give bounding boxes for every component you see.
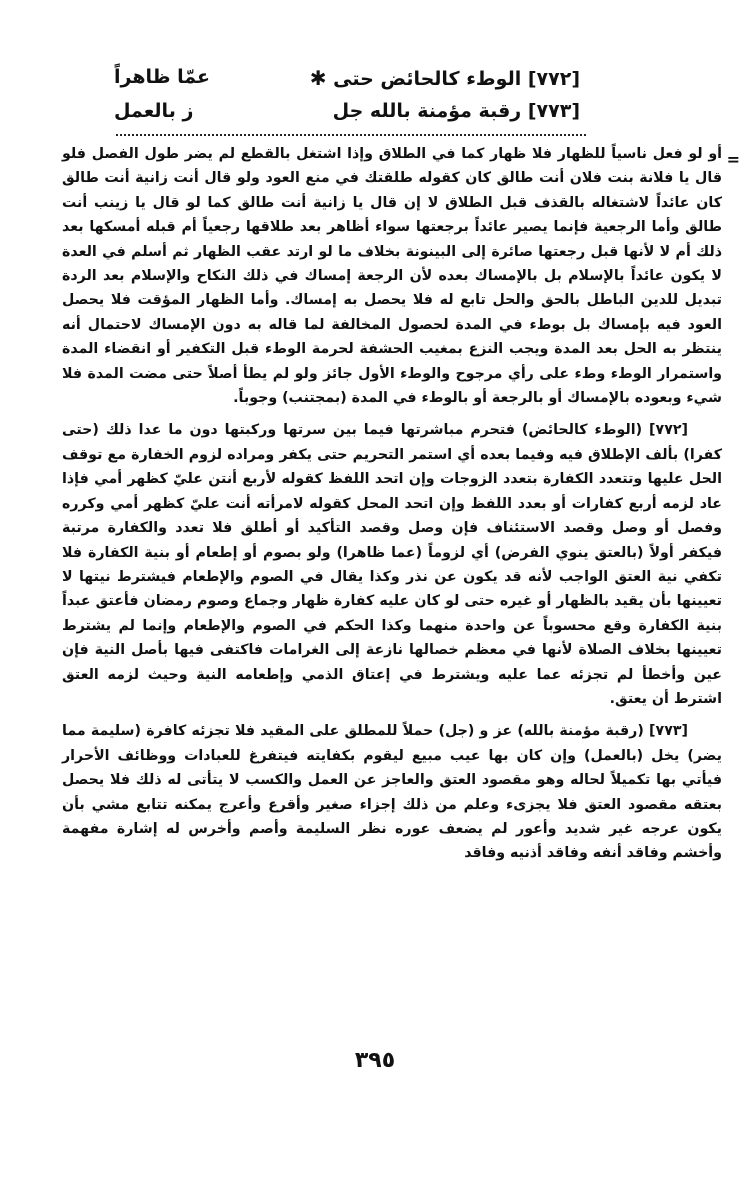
header-line-2-text: [٧٧٣] رقبة مؤمنة بالله جل <box>332 100 580 122</box>
header-line-1-side: عمّا ظاهراً <box>114 66 211 88</box>
header-line-2 <box>100 100 580 130</box>
paragraph-1 <box>62 142 722 410</box>
paragraph-2 <box>62 418 722 711</box>
paragraph-3-text: [٧٧٣] (رقبة مؤمنة بالله) عز و (جل) حملاً للمطلق على المقيد فلا تجزئه كافرة (سليمة مما يضر) يخل (بالعمل) وإن كان بها عيب مبيع ليقوم بكفايته فيتفرغ للعبادات ووظائف الأحرار فيأتي بها تكميلاً لحاله وهو مقصود العتق والعاجز عن العمل والكسب لا يتأتى له ذلك فلا يحصل بعتقه مقصود العتق فلا يجزىء وعلم من ذلك إجزاء صغير وأقرع وأعرج يمكنه تتابع مشي بأن يكون عرجه غير شديد وأعور لم يضعف عوره نظر السليمة وأصم وأخرس له إشارة مفهمة وأخشم وفاقد أنفه وفاقد أذنيه وفاقد <box>62 723 722 862</box>
commentary-body <box>62 142 740 874</box>
page-number: ٣٩٥ <box>354 1048 396 1073</box>
paragraph-2-text: [٧٧٢] (الوطء كالحائض) فتحرم مباشرتها فيما بين سرتها وركبتها دون ما عدا ذلك (حتى كفرا) بألف الإطلاق فيه وفيما بعده أي استمر التحريم حتى يكفر ومراده لزوم الخفارة مع توقف الحل عليها وتتعدد الكفارة بتعدد الزوجات وإن اتحد اللفظ كقوله لأربع أنتن عليّ كظهر أمي فإذا عاد لزمه أربع كفارات أو بعدد اللفظ وإن اتحد المحل كقوله لامرأته أنت عليّ كظهر أمي وكرره وفصل أو وصل وقصد الاستئناف فإن وصل وقصد التأكيد أو أطلق فلا تعدد والكفارة مرتبة فيكفر أولاً (بالعتق ينوي الفرض) أي لزوماً (عما ظاهرا) ولو بصوم أو إطعام أو بنية الكفارة فلا تكفي نية العتق الواجب لأنه قد يكون عن نذر وكذا يقال في الصوم والإطعام فيشترط نيتها لا تعيينها بأن يقيد بالظهار أو غيره حتى لو كان عليه كفارة ظهار وجماع وصوم رمضان فأعتق عبداً بنية الكفارة وقع محسوباً عن واحدة منهما وكذا الحكم في الصوم والإطعام وإنما لم يشترط تعيينها بخلاف الصلاة لأنها في معظم خصالها نازعة إلى الغرامات فاكتفى فيها بأصل النية فإن عين وأخطأ لم تجزئه عما عليه ويشترط في إعتاق الذمي وإطعامه النية وحيث لزمه العتق اشترط أن يعتق. <box>62 422 722 707</box>
header-line-1 <box>100 66 580 96</box>
paragraph-3 <box>62 719 722 865</box>
header-divider <box>116 134 586 136</box>
ornament-star-icon: ✱ <box>309 66 327 90</box>
header-line-2-side: ز بالعمل <box>114 100 194 122</box>
paragraph-1-text: أو لو فعل ناسياً للظهار فلا ظهار كما في الطلاق وإذا اشتغل بالقطع لم يضر طول الفصل فلو قال يا فلانة بنت فلان أنت طالق كان كقوله طلقتك في منع العود ولو قال أنت زانية أنت طالق كان عائداً لاشتغاله بالقذف قبل الطلاق لا إن قال يا زانية أنت طالق كما لو قال يا زينب أنت طالق وأما الرجعية فإنما يصير عائداً برجعتها سواء أظاهر بعد طلاقها رجعياً أم قبله أمسكها بعد ذلك أم لا لأنها قبل رجعتها صائرة إلى البينونة بخلاف ما لو ارتد عقب الظهار ثم أسلم في العدة لا يكون عائداً بالإسلام بل بالإمساك بعده لأن الرجعة إمساك في ذلك النكاح والإسلام بعد الردة تبديل للدين الباطل بالحق والحل تابع له فلا يحصل به إمساك. وأما الظهار المؤقت فلا يحصل العود فيه بإمساك بل بوطء في المدة لحصول المخالفة لما قاله به دون الإمساك لاحتمال أنه ينتظر به الحل بعد المدة ويجب النزع بمغيب الحشفة لحرمة الوطء قبل التكفير أو انقضاء المدة واستمرار الوطء وطء على رأي مرجوح والوطء الأول جائز ولو لم يطأ أصلاً حتى مضت المدة فلا شيء وبعوده بالإمساك أو بالرجعة أو بالوطء في المدة (بمجتنب) وجوباً. <box>62 146 722 407</box>
paragraph-marker-icon: = <box>726 150 740 169</box>
running-header <box>100 60 580 130</box>
header-line-1-text: [٧٧٢] الوطء كالحائض حتى <box>333 68 580 90</box>
